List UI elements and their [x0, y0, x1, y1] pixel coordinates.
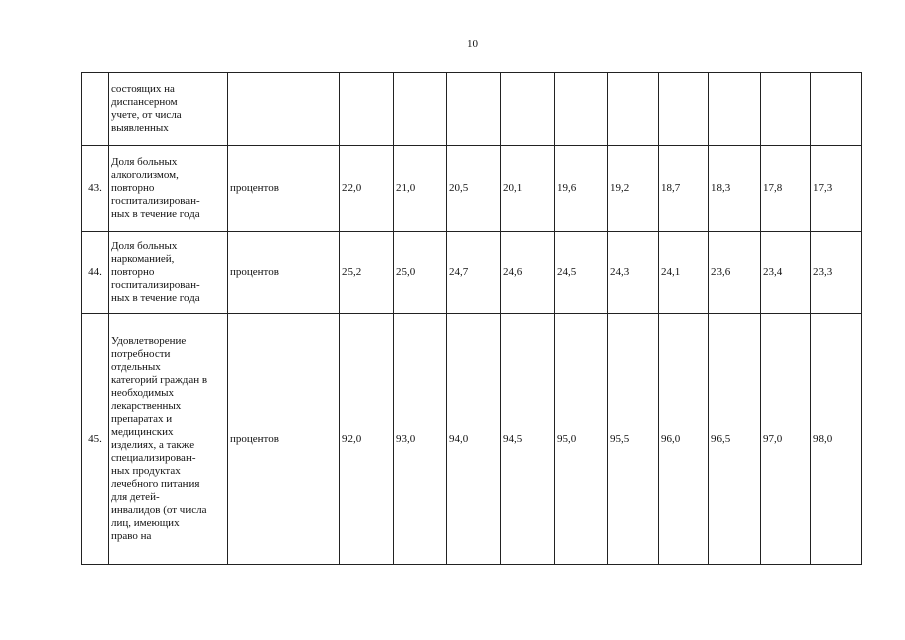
value-cell: 19,6	[555, 146, 608, 232]
row-number-cell: 45.	[82, 314, 109, 565]
value-cell: 24,1	[659, 232, 709, 314]
value-cell: 94,0	[447, 314, 501, 565]
value-cell: 95,5	[608, 314, 659, 565]
indicator-name-text: Доля больных наркоманией, повторно госпитализирован- ных в течение года	[111, 240, 200, 304]
indicator-name-cell	[109, 146, 228, 232]
table-row	[82, 314, 862, 565]
value-cell: 18,7	[659, 146, 709, 232]
value-cell: 24,5	[555, 232, 608, 314]
value-cell: 17,8	[761, 146, 811, 232]
value-cell	[811, 73, 862, 146]
value-cell: 19,2	[608, 146, 659, 232]
row-number-cell: 44.	[82, 232, 109, 314]
value-cell: 92,0	[340, 314, 394, 565]
value-cell	[608, 73, 659, 146]
table-row	[82, 146, 862, 232]
value-cell: 23,3	[811, 232, 862, 314]
value-cell: 23,6	[709, 232, 761, 314]
value-cell: 25,2	[340, 232, 394, 314]
value-cell: 97,0	[761, 314, 811, 565]
unit-cell: процентов	[228, 146, 340, 232]
indicator-name-text: Удовлетворение потребности отдельных категорий граждан в необходимых лекарственных препаратах и медицинских изделиях, а также специализирован- ных продуктах лечебного питания для детей- инвалидов (от числа лиц, имеющих право на	[111, 335, 208, 542]
value-cell	[394, 73, 447, 146]
indicator-name-cell	[109, 232, 228, 314]
value-cell	[761, 73, 811, 146]
value-cell: 25,0	[394, 232, 447, 314]
value-cell: 20,5	[447, 146, 501, 232]
unit-cell: процентов	[228, 232, 340, 314]
value-cell: 21,0	[394, 146, 447, 232]
indicator-name-cell	[109, 314, 228, 565]
unit-cell	[228, 73, 340, 146]
value-cell: 98,0	[811, 314, 862, 565]
value-cell	[659, 73, 709, 146]
value-cell	[447, 73, 501, 146]
value-cell: 96,5	[709, 314, 761, 565]
page-number: 10	[467, 38, 478, 50]
indicator-name-text: Доля больных алкоголизмом, повторно госпитализирован- ных в течение года	[111, 156, 200, 220]
unit-cell: процентов	[228, 314, 340, 565]
table-row	[82, 232, 862, 314]
value-cell: 95,0	[555, 314, 608, 565]
value-cell: 22,0	[340, 146, 394, 232]
indicators-table	[81, 72, 862, 565]
indicator-name-cell	[109, 73, 228, 146]
value-cell: 24,3	[608, 232, 659, 314]
table-row	[82, 73, 862, 146]
value-cell: 23,4	[761, 232, 811, 314]
row-number-cell	[82, 73, 109, 146]
indicator-name-text: состоящих на диспансерном учете, от числа выявленных	[111, 83, 182, 134]
value-cell: 94,5	[501, 314, 555, 565]
value-cell	[340, 73, 394, 146]
value-cell	[555, 73, 608, 146]
row-number-cell: 43.	[82, 146, 109, 232]
value-cell: 93,0	[394, 314, 447, 565]
value-cell: 24,7	[447, 232, 501, 314]
value-cell: 17,3	[811, 146, 862, 232]
value-cell	[501, 73, 555, 146]
value-cell: 18,3	[709, 146, 761, 232]
value-cell: 96,0	[659, 314, 709, 565]
value-cell	[709, 73, 761, 146]
value-cell: 20,1	[501, 146, 555, 232]
value-cell: 24,6	[501, 232, 555, 314]
